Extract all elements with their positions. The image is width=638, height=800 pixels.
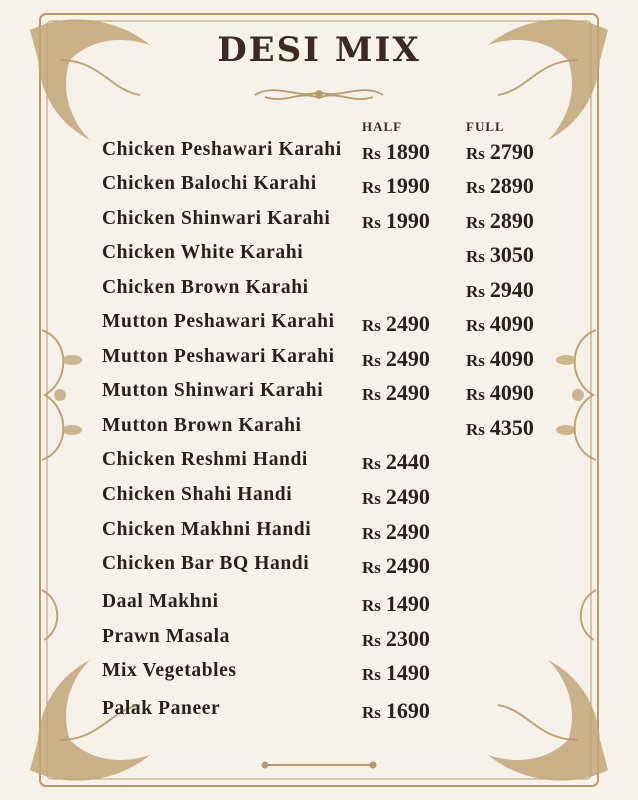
menu-item [102, 171, 562, 201]
currency-label: Rs [466, 385, 485, 404]
menu-item [102, 482, 562, 512]
price-value: 1890 [385, 139, 430, 164]
menu-item [102, 658, 562, 688]
currency-label: Rs [362, 454, 381, 473]
price-value: 1690 [385, 698, 430, 723]
currency-label: Rs [466, 282, 485, 301]
price-half [362, 139, 430, 165]
price-value: 2300 [385, 626, 430, 651]
price-half [362, 208, 430, 234]
price-full [466, 242, 534, 268]
menu-item-name: Chicken Brown Karahi [102, 277, 309, 298]
currency-label: Rs [362, 665, 381, 684]
price-value: 1990 [385, 208, 430, 233]
price-value: 2490 [385, 380, 430, 405]
menu-item-name: Chicken White Karahi [102, 242, 304, 263]
price-half [362, 484, 430, 510]
price-full [466, 415, 534, 441]
price-value: 2490 [385, 553, 430, 578]
menu-item [102, 206, 562, 236]
menu-item [102, 309, 562, 339]
menu-title: DESI MIX [217, 30, 421, 70]
price-value: 2490 [385, 311, 430, 336]
price-value: 4090 [489, 346, 534, 371]
menu-item [102, 275, 562, 305]
menu-item [102, 137, 562, 167]
menu-item-name: Daal Makhni [102, 591, 219, 612]
currency-label: Rs [362, 144, 381, 163]
price-full [466, 277, 534, 303]
price-value: 1990 [385, 173, 430, 198]
price-value: 3050 [489, 242, 534, 267]
menu-item [102, 344, 562, 374]
price-half [362, 553, 430, 579]
currency-label: Rs [466, 420, 485, 439]
menu-item [102, 624, 562, 654]
price-value: 1490 [385, 591, 430, 616]
price-value: 2790 [489, 139, 534, 164]
menu-item-name: Chicken Balochi Karahi [102, 173, 317, 194]
price-value: 2890 [489, 208, 534, 233]
menu-item [102, 551, 562, 581]
currency-label: Rs [362, 316, 381, 335]
price-full [466, 208, 534, 234]
price-value: 2490 [385, 519, 430, 544]
currency-label: Rs [466, 213, 485, 232]
menu-item-name: Mutton Brown Karahi [102, 415, 302, 436]
title-divider-icon [255, 90, 383, 99]
currency-label: Rs [362, 489, 381, 508]
menu-item-name: Mix Vegetables [102, 660, 237, 681]
column-header-half: HALF [362, 119, 403, 134]
price-value: 2490 [385, 484, 430, 509]
menu-item [102, 447, 562, 477]
menu-item [102, 517, 562, 547]
currency-label: Rs [362, 631, 381, 650]
currency-label: Rs [466, 351, 485, 370]
price-value: 2890 [489, 173, 534, 198]
menu-item-name: Mutton Peshawari Karahi [102, 346, 335, 367]
price-full [466, 173, 534, 199]
menu-item-name: Chicken Shinwari Karahi [102, 208, 331, 229]
menu-item-name: Chicken Shahi Handi [102, 484, 293, 505]
currency-label: Rs [466, 144, 485, 163]
menu-item-name: Mutton Shinwari Karahi [102, 380, 324, 401]
price-half [362, 591, 430, 617]
price-full [466, 380, 534, 406]
menu-item [102, 378, 562, 408]
currency-label: Rs [362, 385, 381, 404]
price-value: 4090 [489, 380, 534, 405]
price-full [466, 346, 534, 372]
price-value: 2940 [489, 277, 534, 302]
price-half [362, 626, 430, 652]
price-half [362, 380, 430, 406]
currency-label: Rs [466, 316, 485, 335]
price-full [466, 139, 534, 165]
menu-item-name: Prawn Masala [102, 626, 230, 647]
currency-label: Rs [362, 213, 381, 232]
price-value: 1490 [385, 660, 430, 685]
column-header-full: FULL [466, 119, 505, 134]
menu-item-name: Chicken Bar BQ Handi [102, 553, 310, 574]
currency-label: Rs [362, 558, 381, 577]
menu-item-name: Palak Paneer [102, 698, 221, 719]
currency-label: Rs [466, 178, 485, 197]
price-half [362, 698, 430, 724]
price-value: 2440 [385, 449, 430, 474]
menu-item-name: Chicken Reshmi Handi [102, 449, 308, 470]
price-half [362, 346, 430, 372]
menu-item-name: Chicken Peshawari Karahi [102, 139, 342, 160]
price-half [362, 660, 430, 686]
menu-item [102, 589, 562, 619]
menu-item-name: Mutton Peshawari Karahi [102, 311, 335, 332]
currency-label: Rs [362, 596, 381, 615]
currency-label: Rs [466, 247, 485, 266]
price-full [466, 311, 534, 337]
price-value: 4090 [489, 311, 534, 336]
price-half [362, 449, 430, 475]
price-half [362, 311, 430, 337]
menu-item [102, 240, 562, 270]
price-value: 2490 [385, 346, 430, 371]
menu-item [102, 413, 562, 443]
price-half [362, 173, 430, 199]
menu-item-name: Chicken Makhni Handi [102, 519, 312, 540]
price-value: 4350 [489, 415, 534, 440]
price-half [362, 519, 430, 545]
menu-item [102, 696, 562, 726]
currency-label: Rs [362, 178, 381, 197]
bottom-rule-icon [263, 763, 376, 768]
currency-label: Rs [362, 351, 381, 370]
currency-label: Rs [362, 703, 381, 722]
currency-label: Rs [362, 524, 381, 543]
